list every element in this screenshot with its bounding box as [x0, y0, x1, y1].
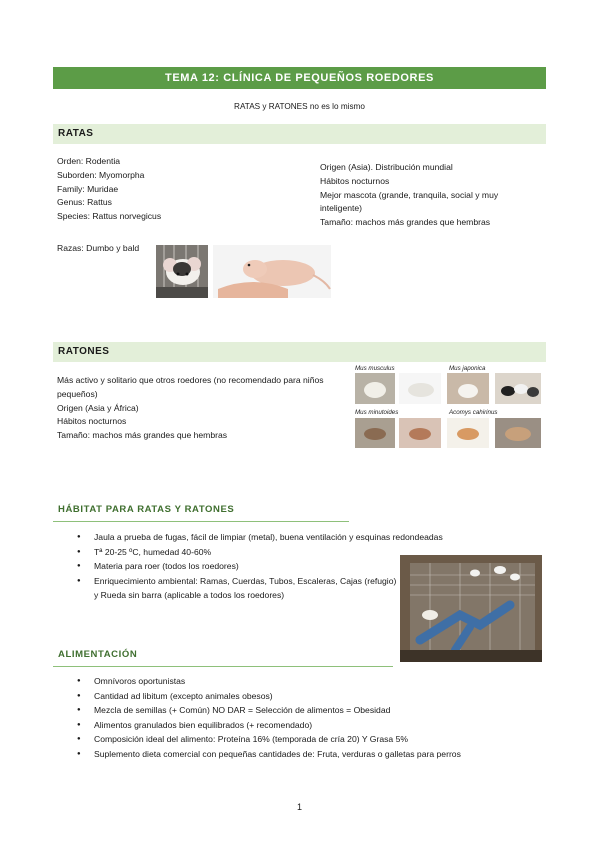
- ratones-char-line: Tamaño: machos más grandes que hembras: [57, 430, 228, 441]
- mice-species-collage: [353, 364, 543, 448]
- list-item: ● Suplemento dieta comercial con pequeñas cantidades de: Fruta, verduras o galletas para perros: [77, 747, 507, 762]
- ratas-taxonomy-line: Genus: Rattus: [57, 197, 112, 208]
- list-item: ● Enriquecimiento ambiental: Ramas, Cuerdas, Tubos, Escaleras, Cajas (refugio) y Rueda sin barra (aplicable a todos los roedores): [77, 574, 399, 602]
- ratas-char-line: Mejor mascota (grande, tranquila, social y muy inteligente): [320, 189, 499, 214]
- list-item: ● Mezcla de semillas (+ Común) NO DAR = Selección de alimentos = Obesidad: [77, 703, 507, 718]
- caption-mus-japonica: Mus japonica: [449, 365, 486, 372]
- caption-mus-musculus: Mus musculus: [355, 365, 395, 372]
- ratones-char-line: Más activo y solitario que otros roedores (no recomendado para niños pequeños): [57, 375, 324, 399]
- list-item: ● Composición ideal del alimento: Proteína 16% (temporada de cría 20) Y Grasa 5%: [77, 732, 507, 747]
- ratas-taxonomy: [57, 155, 161, 224]
- list-item: ● Materia para roer (todos los roedores): [77, 559, 399, 574]
- ratones-characteristics: [57, 374, 342, 443]
- list-item: ● Alimentos granulados bien equilibrados (+ recomendado): [77, 718, 507, 733]
- dumbo-rat-photo: [156, 245, 208, 298]
- bald-rat-photo: [213, 245, 331, 298]
- alimentacion-list: [77, 674, 507, 761]
- caption-mus-minutoides: Mus minutoides: [355, 409, 399, 416]
- ratones-char-line: Hábitos nocturnos: [57, 416, 127, 427]
- ratas-char-line: Tamaño: machos más grandes que hembras: [320, 217, 491, 228]
- list-item: ● Omnívoros oportunistas: [77, 674, 507, 689]
- page-title: TEMA 12: CLÍNICA DE PEQUEÑOS ROEDORES: [53, 67, 546, 89]
- ratas-taxonomy-line: Orden: Rodentia: [57, 156, 121, 166]
- ratas-razas: Razas: Dumbo y bald: [57, 243, 140, 253]
- section-heading-ratones: RATONES: [53, 342, 546, 362]
- habitat-list: [77, 530, 443, 602]
- ratas-char-line: Origen (Asia). Distribución mundial: [320, 162, 453, 172]
- ratas-taxonomy-line: Species: Rattus norvegicus: [57, 211, 162, 222]
- page-subtitle: RATAS y RATONES no es lo mismo: [234, 102, 365, 111]
- ratas-characteristics: [320, 161, 525, 230]
- section-heading-alimentacion: ALIMENTACIÓN: [53, 645, 393, 667]
- list-item: ● Jaula a prueba de fugas, fácil de limpiar (metal), buena ventilación y esquinas redondeadas: [77, 530, 399, 545]
- cage-photo: [400, 555, 542, 662]
- section-heading-habitat: HÁBITAT PARA RATAS Y RATONES: [53, 500, 349, 522]
- ratas-taxonomy-line: Suborden: Myomorpha: [57, 169, 145, 180]
- section-heading-ratas: RATAS: [53, 124, 546, 144]
- caption-acomys-cahirinus: Acomys cahirinus: [449, 409, 498, 416]
- ratas-char-line: Hábitos nocturnos: [320, 175, 390, 186]
- list-item: ● Tª 20-25 ºC, humedad 40-60%: [77, 545, 399, 560]
- ratas-taxonomy-line: Family: Muridae: [57, 183, 119, 194]
- page-number: 1: [296, 802, 302, 812]
- ratones-char-line: Origen (Asia y África): [57, 402, 139, 413]
- list-item: ● Cantidad ad libitum (excepto animales obesos): [77, 689, 507, 704]
